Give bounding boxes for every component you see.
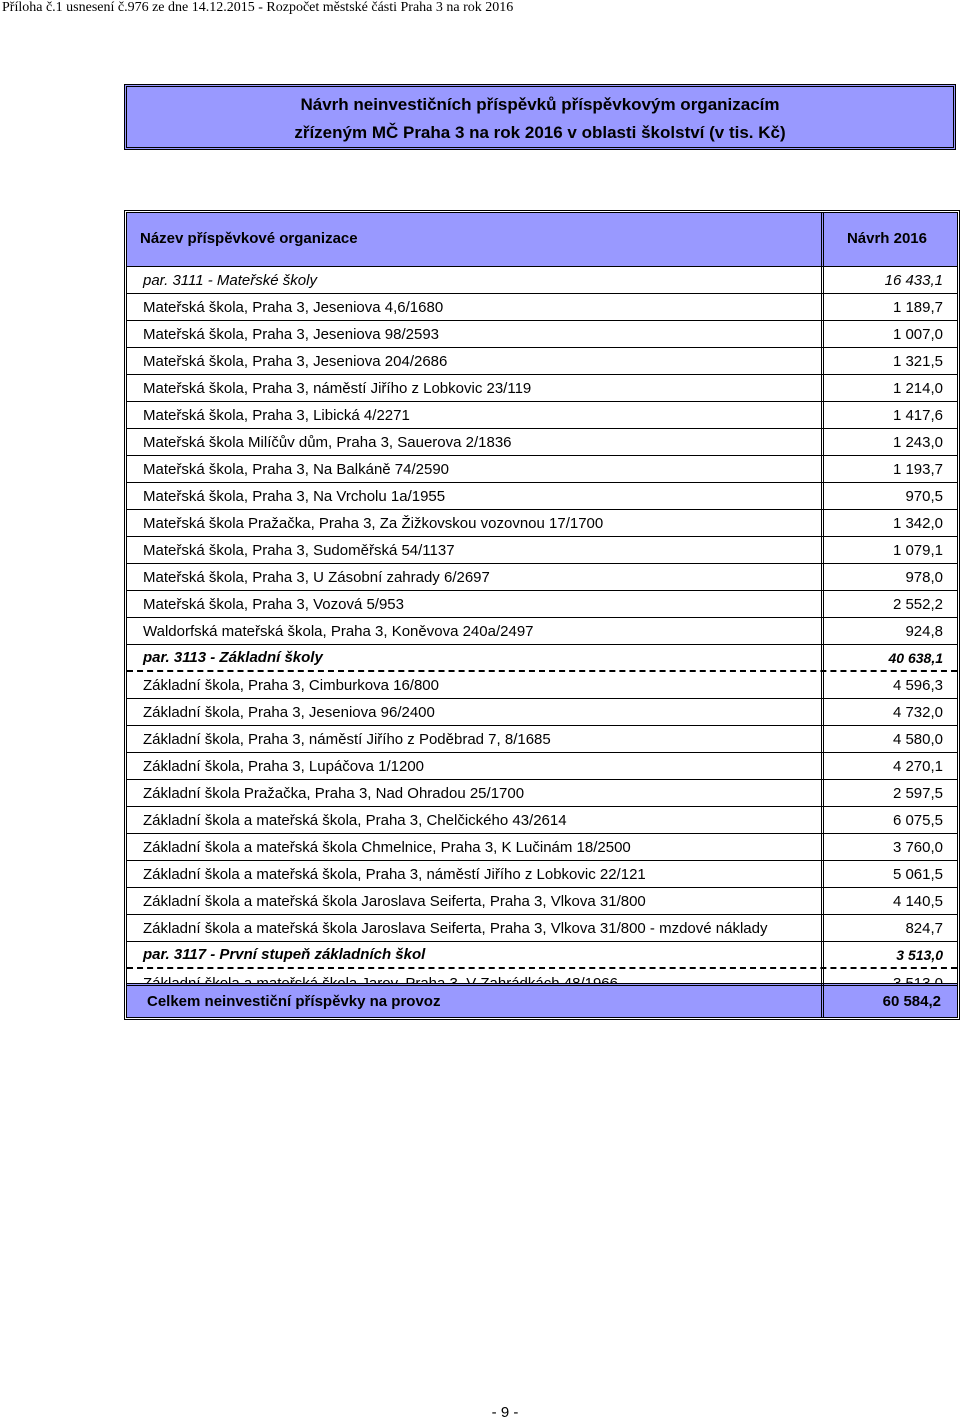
column-header-name: Název příspěvkové organizace [140,230,358,247]
total-value: 60 584,2 [882,993,941,1010]
table-row [127,483,957,510]
table-row [127,699,957,726]
row-value: 1 342,0 [892,515,943,532]
row-value: 2 552,2 [892,596,943,613]
table-row [127,834,957,861]
total-label: Celkem neinvestiční příspěvky na provoz [147,993,441,1010]
row-name: Mateřská škola, Praha 3, náměstí Jiřího z Lobkovic 23/119 [143,380,532,397]
row-value: 1 079,1 [892,542,943,559]
row-value: 1 193,7 [892,461,943,478]
table-row [127,672,957,699]
row-name: par. 3111 - Mateřské školy [143,272,317,289]
table-row [127,564,957,591]
row-name: Základní škola a mateřská škola, Praha 3, Chelčického 43/2614 [143,812,567,829]
table-row [127,618,957,645]
section-row-3111 [127,267,957,294]
row-name: Mateřská škola Pražačka, Praha 3, Za Žižkovskou vozovnou 17/1700 [143,515,604,532]
row-value: 40 638,1 [888,650,943,666]
table-header-row [127,213,957,267]
title-box [124,84,956,150]
row-value: 5 061,5 [892,866,943,883]
row-name: Mateřská škola, Praha 3, Libická 4/2271 [143,407,410,424]
row-name: Základní škola a mateřská škola Jaroslava Seiferta, Praha 3, Vlkova 31/800 [143,893,646,910]
row-name: Mateřská škola, Praha 3, Jeseniova 204/2686 [143,353,448,370]
row-name: Mateřská škola Milíčův dům, Praha 3, Sauerova 2/1836 [143,434,512,451]
table-row [127,429,957,456]
table-row [127,510,957,537]
row-value: 1 214,0 [892,380,943,397]
row-value: 824,7 [905,920,943,937]
row-name: Waldorfská mateřská škola, Praha 3, Koněvova 240a/2497 [143,623,534,640]
row-name: Základní škola Pražačka, Praha 3, Nad Ohradou 25/1700 [143,785,525,802]
row-value: 16 433,1 [884,272,943,289]
row-name: Mateřská škola, Praha 3, Na Vrcholu 1a/1955 [143,488,446,505]
table-row [127,807,957,834]
row-value: 1 007,0 [892,326,943,343]
row-value: 6 075,5 [892,812,943,829]
row-name: Základní škola, Praha 3, Cimburkova 16/800 [143,677,439,694]
row-name: par. 3113 - Základní školy [143,649,323,666]
section-row-3113 [127,645,957,672]
row-name: Základní škola, Praha 3, Jeseniova 96/2400 [143,704,435,721]
row-value: 924,8 [905,623,943,640]
row-value: 970,5 [905,488,943,505]
row-name: Mateřská škola, Praha 3, U Zásobní zahrady 6/2697 [143,569,490,586]
page-number: - 9 - [491,1404,519,1421]
contributions-table [124,210,960,1020]
row-name: Mateřská škola, Praha 3, Na Balkáně 74/2590 [143,461,450,478]
table-row [127,537,957,564]
row-value: 4 270,1 [892,758,943,775]
row-name: Mateřská škola, Praha 3, Sudoměřská 54/1137 [143,542,455,559]
row-name: Základní škola a mateřská škola Jaroslava Seiferta, Praha 3, Vlkova 31/800 - mzdové náklady [143,920,768,937]
section-row-3117 [127,942,957,969]
row-value: 1 243,0 [892,434,943,451]
table-row [127,861,957,888]
table-row [127,888,957,915]
row-value: 978,0 [905,569,943,586]
row-name: Mateřská škola, Praha 3, Jeseniova 98/2593 [143,326,440,343]
column-divider [821,213,824,1017]
row-value: 4 580,0 [892,731,943,748]
row-name: Základní škola a mateřská škola, Praha 3, náměstí Jiřího z Lobkovic 22/121 [143,866,646,883]
header-note: Příloha č.1 usnesení č.976 ze dne 14.12.2015 - Rozpočet městské části Praha 3 na rok 2016 [2,0,514,15]
table-row [127,726,957,753]
row-value: 4 596,3 [892,677,943,694]
row-name: Základní škola, Praha 3, Lupáčova 1/1200 [143,758,425,775]
column-header-value: Návrh 2016 [846,230,927,247]
table-row [127,294,957,321]
row-value: 1 189,7 [892,299,943,316]
row-value: 1 417,6 [892,407,943,424]
table-row [127,375,957,402]
table-row [127,348,957,375]
row-name: Mateřská škola, Praha 3, Vozová 5/953 [143,596,404,613]
row-name: Mateřská škola, Praha 3, Jeseniova 4,6/1680 [143,299,444,316]
row-value: 1 321,5 [892,353,943,370]
row-name: par. 3117 - První stupeň základních škol [143,946,426,963]
row-value: 3 760,0 [892,839,943,856]
row-value: 4 140,5 [892,893,943,910]
table-row [127,591,957,618]
table-row [127,402,957,429]
row-value: 4 732,0 [892,704,943,721]
row-name: Základní škola, Praha 3, náměstí Jiřího z Poděbrad 7, 8/1685 [143,731,551,748]
title-line-1: Návrh neinvestičních příspěvků příspěvkovým organizacím [300,95,780,114]
table-row [127,780,957,807]
table-row [127,456,957,483]
row-value: 3 513,0 [896,947,943,963]
row-name: Základní škola a mateřská škola Chmelnice, Praha 3, K Lučinám 18/2500 [143,839,631,856]
table-row [127,321,957,348]
row-value: 2 597,5 [892,785,943,802]
title-line-2: zřízeným MČ Praha 3 na rok 2016 v oblasti školství (v tis. Kč) [294,123,786,142]
table-row [127,753,957,780]
total-row [127,983,957,1017]
table-row [127,915,957,942]
